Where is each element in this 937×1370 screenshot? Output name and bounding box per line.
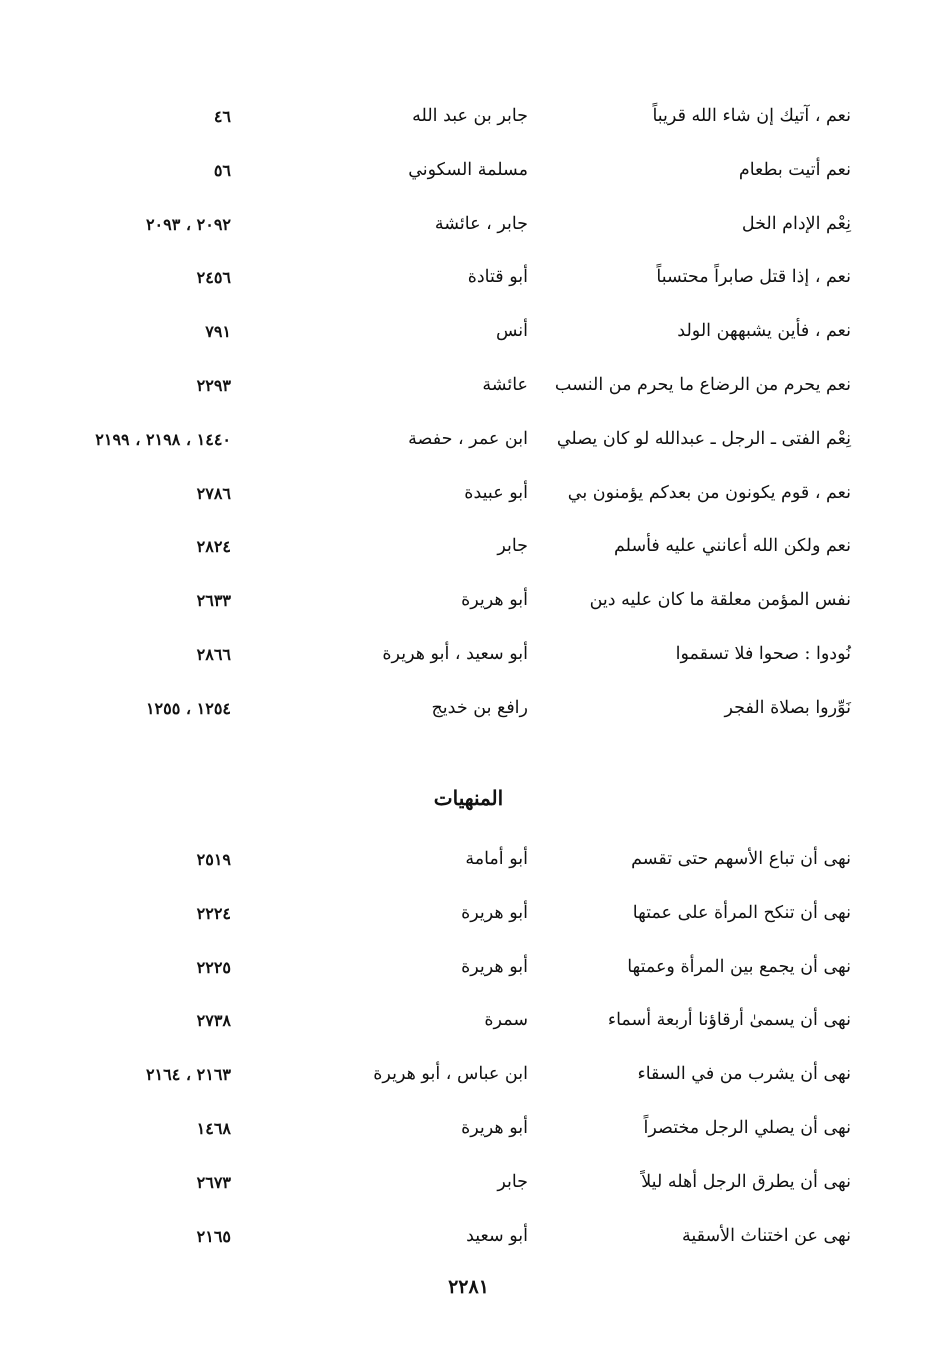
narrator: أنس xyxy=(495,321,528,342)
narrator: أبو هريرة xyxy=(461,590,528,611)
index-row xyxy=(0,467,937,521)
hadith-text: نهى عن اختناث الأسقية xyxy=(681,1225,851,1246)
hadith-text: نهى أن يصلي الرجل مختصراً xyxy=(643,1117,851,1138)
index-row xyxy=(0,198,937,252)
narrator: أبو قتادة xyxy=(467,267,528,288)
hadith-text: نهى أن تنكح المرأة على عمتها xyxy=(632,902,851,923)
narrator: أبو هريرة xyxy=(461,1117,528,1138)
hadith-numbers: ٢٧٨٦ xyxy=(196,483,231,503)
narrator: مسلمة السكوني xyxy=(408,159,528,180)
narrator: جابر بن عبد الله xyxy=(412,106,528,126)
index-row xyxy=(0,1210,937,1264)
narrator: جابر xyxy=(497,536,528,557)
narrator: ابن عباس ، أبو هريرة xyxy=(373,1064,528,1085)
hadith-numbers: ٧٩١ xyxy=(205,322,231,342)
hadith-text: نعم أتيت بطعام xyxy=(738,159,851,180)
index-row xyxy=(0,305,937,359)
hadith-text: نهى أن تباع الأسهم حتى تقسم xyxy=(631,849,851,869)
index-row xyxy=(0,833,937,887)
index-row xyxy=(0,90,937,144)
hadith-numbers: ٢٢٩٣ xyxy=(196,375,231,395)
narrator: أبو هريرة xyxy=(461,956,528,977)
prohibitions-index-table xyxy=(0,833,937,1263)
hadith-text: نعم ولكن الله أعانني عليه فأسلم xyxy=(614,536,851,557)
hadith-text: نعم ، آتيك إن شاء الله قريباً xyxy=(652,106,851,126)
narrator: رافع بن خديج xyxy=(431,697,528,718)
hadith-text: نعم ، إذا قتل صابراً محتسباً xyxy=(656,267,851,288)
hadith-text: نهى أن يطرق الرجل أهله ليلاً xyxy=(641,1171,851,1192)
hadith-numbers: ٤٦ xyxy=(213,107,231,126)
index-row xyxy=(0,1048,937,1102)
hadith-text: نِعْم الفتى ـ الرجل ـ عبدالله لو كان يصلي xyxy=(556,428,851,449)
hadith-text: نعم ، قوم يكونون من بعدكم يؤمنون بي xyxy=(567,482,851,503)
hadith-numbers: ٥٦ xyxy=(213,160,231,180)
index-row xyxy=(0,941,937,995)
hadith-numbers: ٢٥١٩ xyxy=(196,850,231,869)
hadith-numbers: ٢١٦٣ ، ٢١٦٤ xyxy=(145,1065,231,1085)
index-row xyxy=(0,682,937,736)
hadith-text: نهى أن يشرب من في السقاء xyxy=(637,1064,851,1085)
index-row xyxy=(0,359,937,413)
section-title: المنهيات xyxy=(433,786,504,810)
hadith-numbers: ٢١٦٥ xyxy=(196,1226,231,1246)
hadith-text: نفس المؤمن معلقة ما كان عليه دين xyxy=(589,590,851,611)
page-number: ٢٢٨١ xyxy=(448,1276,489,1298)
hadith-numbers: ٢٨٦٦ xyxy=(196,644,231,664)
index-row xyxy=(0,1156,937,1210)
hadith-numbers: ١٢٥٤ ، ١٢٥٥ xyxy=(145,698,231,718)
index-row xyxy=(0,520,937,574)
hadith-numbers: ١٤٤٠ ، ٢١٩٨ ، ٢١٩٩ xyxy=(95,429,231,449)
hadith-text: نُودوا : صحوا فلا تسقموا xyxy=(675,643,851,664)
index-row xyxy=(0,574,937,628)
hadith-numbers: ٢٠٩٢ ، ٢٠٩٣ xyxy=(145,214,231,234)
narrator: عائشة xyxy=(482,374,528,395)
hadith-numbers: ٢٦٣٣ xyxy=(196,591,231,611)
index-row xyxy=(0,251,937,305)
hadith-numbers: ٢٨٢٤ xyxy=(196,537,231,557)
hadith-text: نِعْم الإدام الخل xyxy=(741,213,851,234)
hadith-text: نَوِّروا بصلاة الفجر xyxy=(724,697,851,718)
index-row xyxy=(0,144,937,198)
hadith-numbers: ٢٢٢٤ xyxy=(196,903,231,923)
narrator: أبو سعيد xyxy=(466,1225,528,1246)
hadith-index-table xyxy=(0,90,937,736)
narrator: جابر xyxy=(497,1171,528,1192)
narrator: أبو سعيد ، أبو هريرة xyxy=(382,643,528,664)
narrator: أبو أمامة xyxy=(465,849,528,869)
hadith-numbers: ٢٢٢٥ xyxy=(196,957,231,977)
narrator: أبو عبيدة xyxy=(464,482,528,503)
narrator: أبو هريرة xyxy=(461,902,528,923)
hadith-numbers: ٢٤٥٦ xyxy=(196,268,231,288)
narrator: ابن عمر ، حفصة xyxy=(408,428,528,449)
index-row xyxy=(0,887,937,941)
index-row xyxy=(0,1102,937,1156)
index-row xyxy=(0,994,937,1048)
hadith-numbers: ٢٧٣٨ xyxy=(196,1011,231,1031)
index-row xyxy=(0,628,937,682)
index-row xyxy=(0,413,937,467)
hadith-text: نهى أن يسمىٰ أرقاؤنا أربعة أسماء xyxy=(607,1010,851,1031)
narrator: سمرة xyxy=(484,1010,528,1031)
hadith-numbers: ٢٦٧٣ xyxy=(196,1172,231,1192)
hadith-text: نعم يحرم من الرضاع ما يحرم من النسب xyxy=(554,374,851,395)
narrator: جابر ، عائشة xyxy=(434,213,528,234)
hadith-text: نعم ، فأين يشبههن الولد xyxy=(677,321,851,342)
hadith-text: نهى أن يجمع بين المرأة وعمتها xyxy=(627,956,851,977)
hadith-numbers: ١٤٦٨ xyxy=(196,1118,231,1138)
